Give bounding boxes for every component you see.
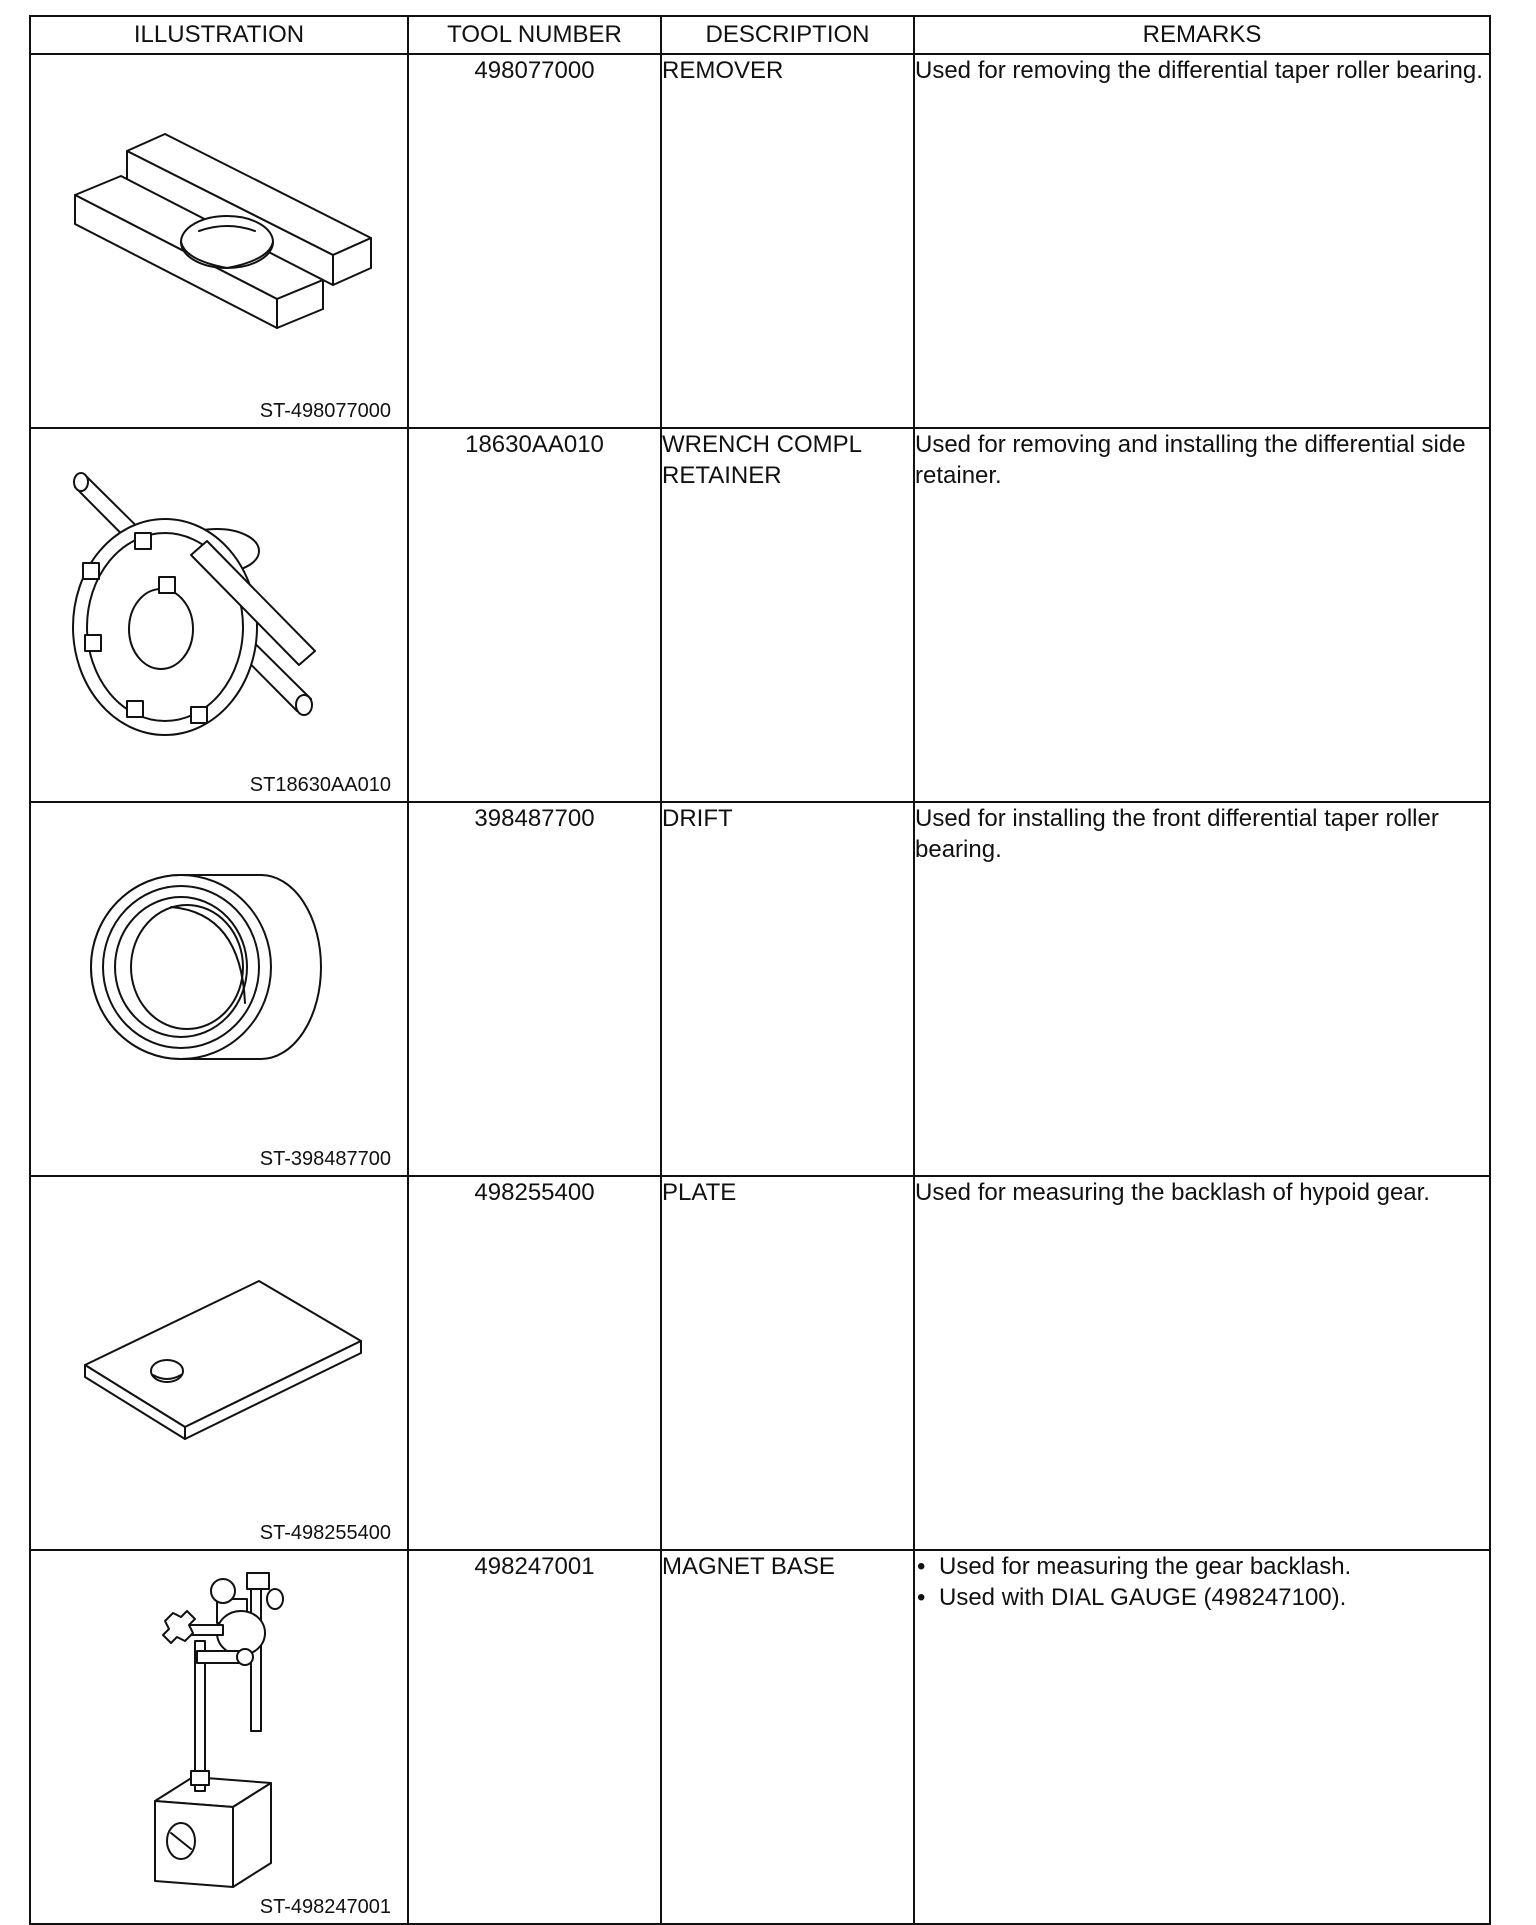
description-line: DRIFT [662,805,733,832]
plate-icon [31,1177,407,1517]
illustration-label: ST18630AA010 [249,774,391,796]
description-cell [661,1550,914,1924]
illustration-cell [30,1176,408,1550]
remarks-cell [914,1550,1490,1924]
remarks-bullet-list [915,1551,1489,1613]
drift-ring-icon [31,803,407,1143]
tool-number-cell: 498247001 [408,1550,661,1924]
description-line: MAGNET BASE [662,1553,835,1580]
remarks-text: Used for removing and installing the differential side retainer. [915,431,1466,489]
header-tool-number: TOOL NUMBER [408,16,661,54]
tool-number-cell: 498255400 [408,1176,661,1550]
illustration-label: ST-498255400 [259,1522,391,1544]
description-line: RETAINER [662,462,782,489]
header-row [30,16,1490,54]
magnet-base-icon [31,1551,407,1891]
remarks-text: Used for installing the front differential taper roller bearing. [915,805,1439,863]
illustration-cell [30,802,408,1176]
remarks-cell [914,802,1490,1176]
header-remarks: REMARKS [914,16,1490,54]
illustration-label: ST-398487700 [259,1148,391,1170]
remarks-bullet: • Used with DIAL GAUGE (498247100). [915,1582,1489,1613]
special-tools-table [29,15,1491,1925]
remarks-cell [914,1176,1490,1550]
remarks-cell [914,428,1490,802]
illustration-label: ST-498247001 [259,1896,391,1918]
tool-number-cell: 498077000 [408,54,661,428]
description-line: PLATE [662,1179,737,1206]
description-line: REMOVER [662,57,784,84]
remarks-text: Used for removing the differential taper roller bearing. [915,57,1483,84]
remarks-cell [914,54,1490,428]
tool-number-cell: 18630AA010 [408,428,661,802]
illustration-cell [30,1550,408,1924]
retainer-wrench-icon [31,429,407,769]
illustration-cell [30,428,408,802]
description-cell [661,802,914,1176]
table-row [30,1176,1490,1550]
tool-number-cell: 398487700 [408,802,661,1176]
table-row [30,428,1490,802]
table-row [30,1550,1490,1924]
illustration-cell [30,54,408,428]
remover-tool-icon [31,55,407,395]
illustration-label: ST-498077000 [259,400,391,422]
description-line: WRENCH COMPL [662,431,863,458]
description-cell [661,1176,914,1550]
table-row [30,802,1490,1176]
header-illustration: ILLUSTRATION [30,16,408,54]
description-cell [661,428,914,802]
table-row [30,54,1490,428]
header-description: DESCRIPTION [661,16,914,54]
remarks-text: Used for measuring the backlash of hypoid gear. [915,1179,1430,1206]
remarks-bullet: • Used for measuring the gear backlash. [915,1551,1489,1582]
description-cell [661,54,914,428]
